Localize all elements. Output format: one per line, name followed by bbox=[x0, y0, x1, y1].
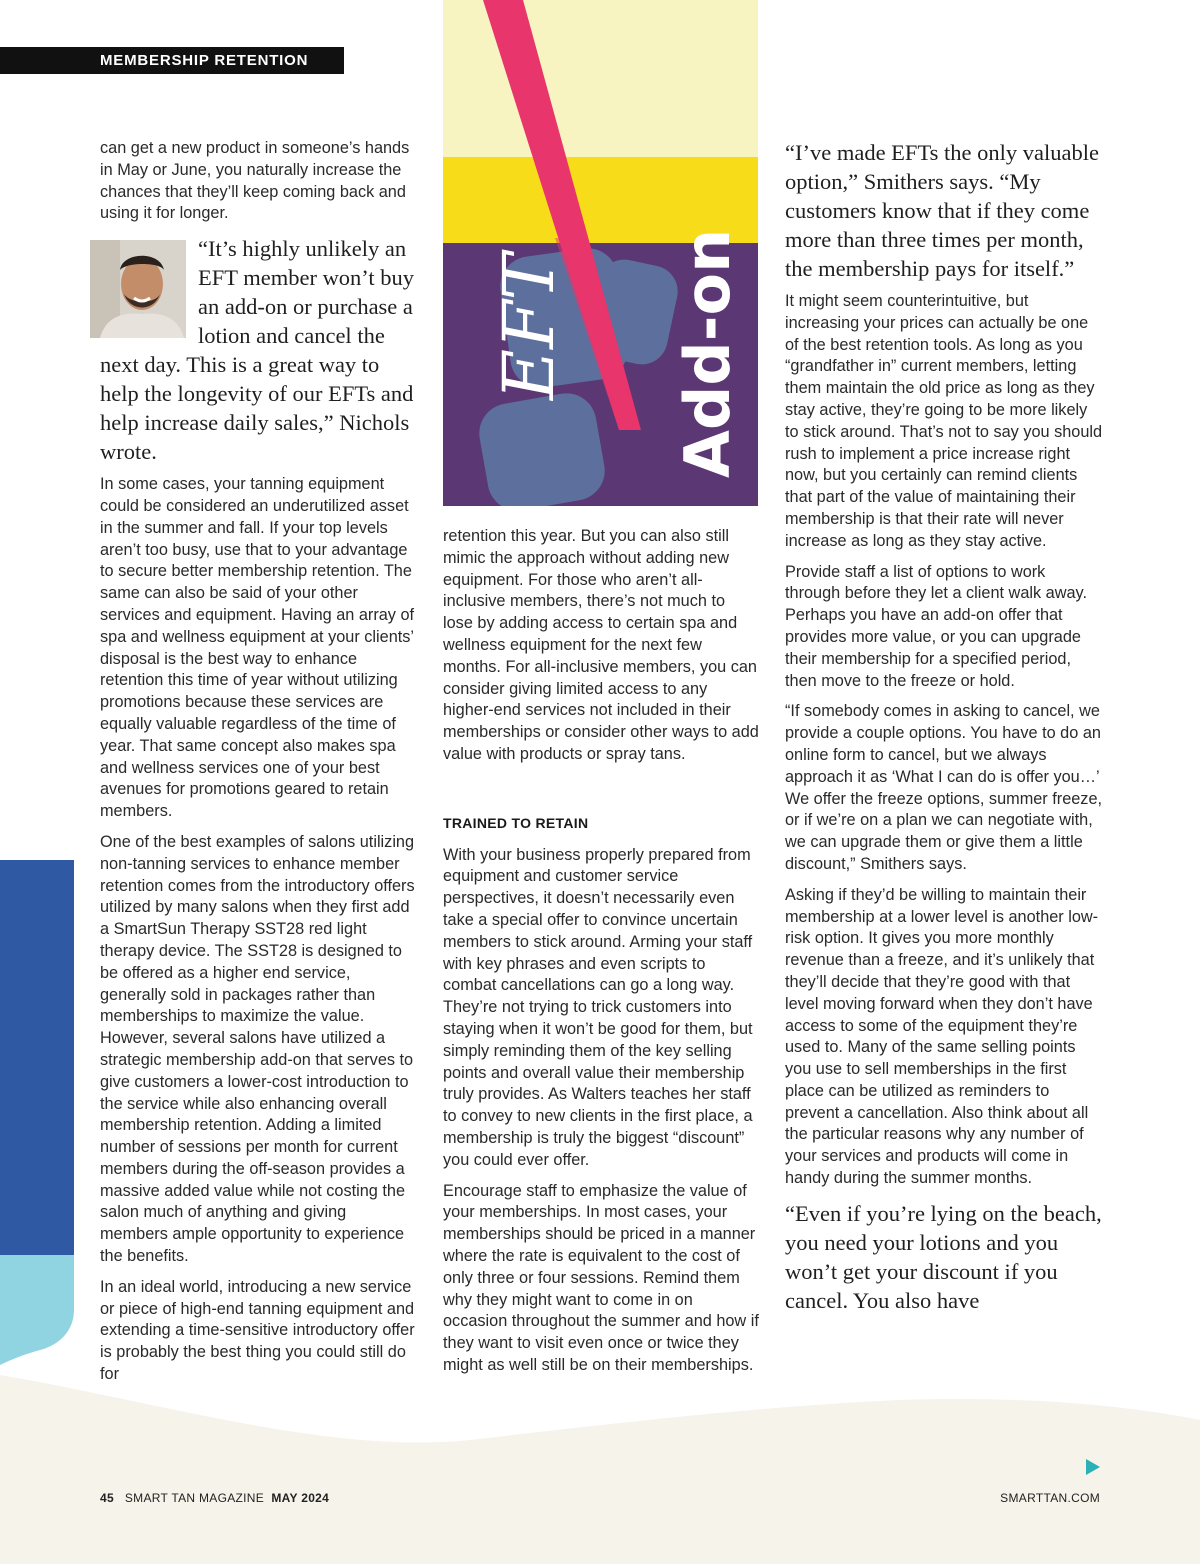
footer-left bbox=[100, 1491, 329, 1505]
section-label: MEMBERSHIP RETENTION bbox=[100, 52, 309, 69]
col3-paragraph-1: It might seem counterintuitive, but increasing your prices can actually be one of the best retention tools. As long as you “grandfather in” current members, letting them maintain the old price as long as they stay active, they’re going to be more likely to stick around. That’s not to say you should rush to implement a price increase right now, but you certainly can remind clients that part of the value of maintaining their membership is that their rate will never increase as long as they stay active. bbox=[785, 292, 1103, 550]
col3-paragraph-3: “If somebody comes in asking to cancel, we provide a couple options. You have to do an online form to cancel, but we always approach it as ‘What I can do is offer you…’ We offer the freeze options, summer freeze, or if we’re on a plan we can negotiate with, we can upgrade them or give them a little discount,” Smithers says. bbox=[785, 702, 1103, 873]
col2-paragraph-2: With your business properly prepared from equipment and customer service perspectives, it doesn’t necessarily even take a special offer to convince uncertain members to stick around. Arming your staff with key phrases and even scripts to combat cancellations can go a long way. They’re not trying to trick customers into staying when it won’t be good for them, but simply reminding them of the key selling points and overall value their membership truly provides. As Walters teaches her staff to convey to new clients in the first place, a membership is truly the biggest “discount” you could ever offer. bbox=[443, 845, 753, 1169]
cream-wave bbox=[0, 1375, 1200, 1564]
pull-quote-nichols bbox=[100, 234, 418, 466]
column-2 bbox=[443, 526, 759, 1386]
footer-site[interactable]: SMARTTAN.COM bbox=[1000, 1491, 1100, 1505]
triangle-arrow-icon[interactable] bbox=[1084, 1458, 1102, 1476]
column-3 bbox=[785, 138, 1103, 1323]
col1-paragraph-4: In an ideal world, introducing a new service or piece of high-end tanning equipment and extending a time-sensitive introductory offer is probably the best thing you could still do for bbox=[100, 1277, 415, 1384]
magazine-name: SMART TAN MAGAZINE bbox=[124, 1491, 265, 1505]
hero-block-text: Add-on bbox=[671, 228, 744, 478]
col1-paragraph-3: One of the best examples of salons utilizing non-tanning services to enhance member retention comes from the introductory offers utilized by many salons when they first add a SmartSun Therapy SST28 red light therapy device. The SST28 is designed to be offered as a higher end service, generally sold in packages rather than memberships to maximize the value. However, several salons have utilized a strategic membership add-on that serves to give customers a lower-cost introduction to the service while also enhancing overall membership retention. Adding a limited number of sessions per month for current members during the off-season provides a massive added value while not costing the salon much of anything and giving members ample opportunity to experience the benefits. bbox=[100, 832, 415, 1266]
pull-quote-text: “It’s highly unlikely an EFT member won’t buy an add-on or purchase a lotion and cancel the next day. This is a great way to help the longevity of our EFTs and help increase daily sales,” Nichols wrote. bbox=[100, 236, 415, 465]
aqua-band bbox=[0, 1255, 74, 1365]
col2-paragraph-3: Encourage staff to emphasize the value of your memberships. In most cases, your memberships should be priced in a manner where the rate is equivalent to the cost of only three or four sessions. Remind them why they might want to come in on occasion throughout the summer and how if they want to visit even once or twice they might as well still be on their memberships. bbox=[443, 1181, 759, 1374]
pull-quote-smithers: “I’ve made EFTs the only valuable option,” Smithers says. “My customers know that if they come more than three times per month, the membership pays for itself.” bbox=[785, 140, 1099, 281]
col3-paragraph-4: Asking if they’d be willing to maintain their membership at a lower level is another low-risk option. It gives you more monthly revenue than a freeze, and it’s unlikely that they’ll decide that they’re good with that level moving forward when they don’t have access to some of the equipment they’re used to. Many of the same selling points you use to sell memberships in the first place can be utilized as reminders to prevent a cancellation. Also think about all the particular reasons why any number of your services and products will come in handy during the summer months. bbox=[785, 885, 1099, 1188]
col2-paragraph-1: retention this year. But you can also still mimic the approach without adding new equipment. For those who aren’t all-inclusive members, there’s not much to lose by adding access to certain spa and wellness equipment for the next few months. For all-inclusive members, you can consider giving limited access to any higher-end services not included in their memberships or consider other ways to add value with products or spray tans. bbox=[443, 527, 759, 763]
issue-date: MAY 2024 bbox=[271, 1491, 330, 1505]
blue-band bbox=[0, 860, 74, 1260]
page-number: 45 bbox=[100, 1491, 114, 1505]
column-1 bbox=[100, 138, 418, 1395]
col1-paragraph-2: In some cases, your tanning equipment could be considered an underutilized asset in the summer and fall. If your top levels aren’t too busy, use that to your advantage to secure better membership retention. The same can also be said of your other services and equipment. Having an array of spa and wellness equipment at your clients’ disposal is the best way to enhance retention this time of year without utilizing promotions because these services are equally valuable regardless of the time of year. That same concept also makes spa and wellness services one of your best avenues for promotions geared to retain members. bbox=[100, 475, 415, 821]
subheading: TRAINED TO RETAIN bbox=[443, 814, 589, 831]
col1-paragraph-1: can get a new product in someone’s hands in May or June, you naturally increase the chances that they’ll keep coming back and using it for longer. bbox=[100, 139, 410, 223]
pull-quote-continued: “Even if you’re lying on the beach, you need your lotions and you won’t get your discount if you cancel. You also have bbox=[785, 1200, 1102, 1313]
section-tag bbox=[0, 47, 344, 74]
col3-paragraph-2: Provide staff a list of options to work through before they let a client walk away. Perhaps you have an add-on offer that provides more value, or you can upgrade their membership for a specified period, then move to the freeze or hold. bbox=[785, 562, 1087, 690]
hero-graphic bbox=[443, 0, 758, 506]
hero-script-text: EFT bbox=[488, 253, 570, 400]
nichols-portrait bbox=[90, 240, 186, 338]
